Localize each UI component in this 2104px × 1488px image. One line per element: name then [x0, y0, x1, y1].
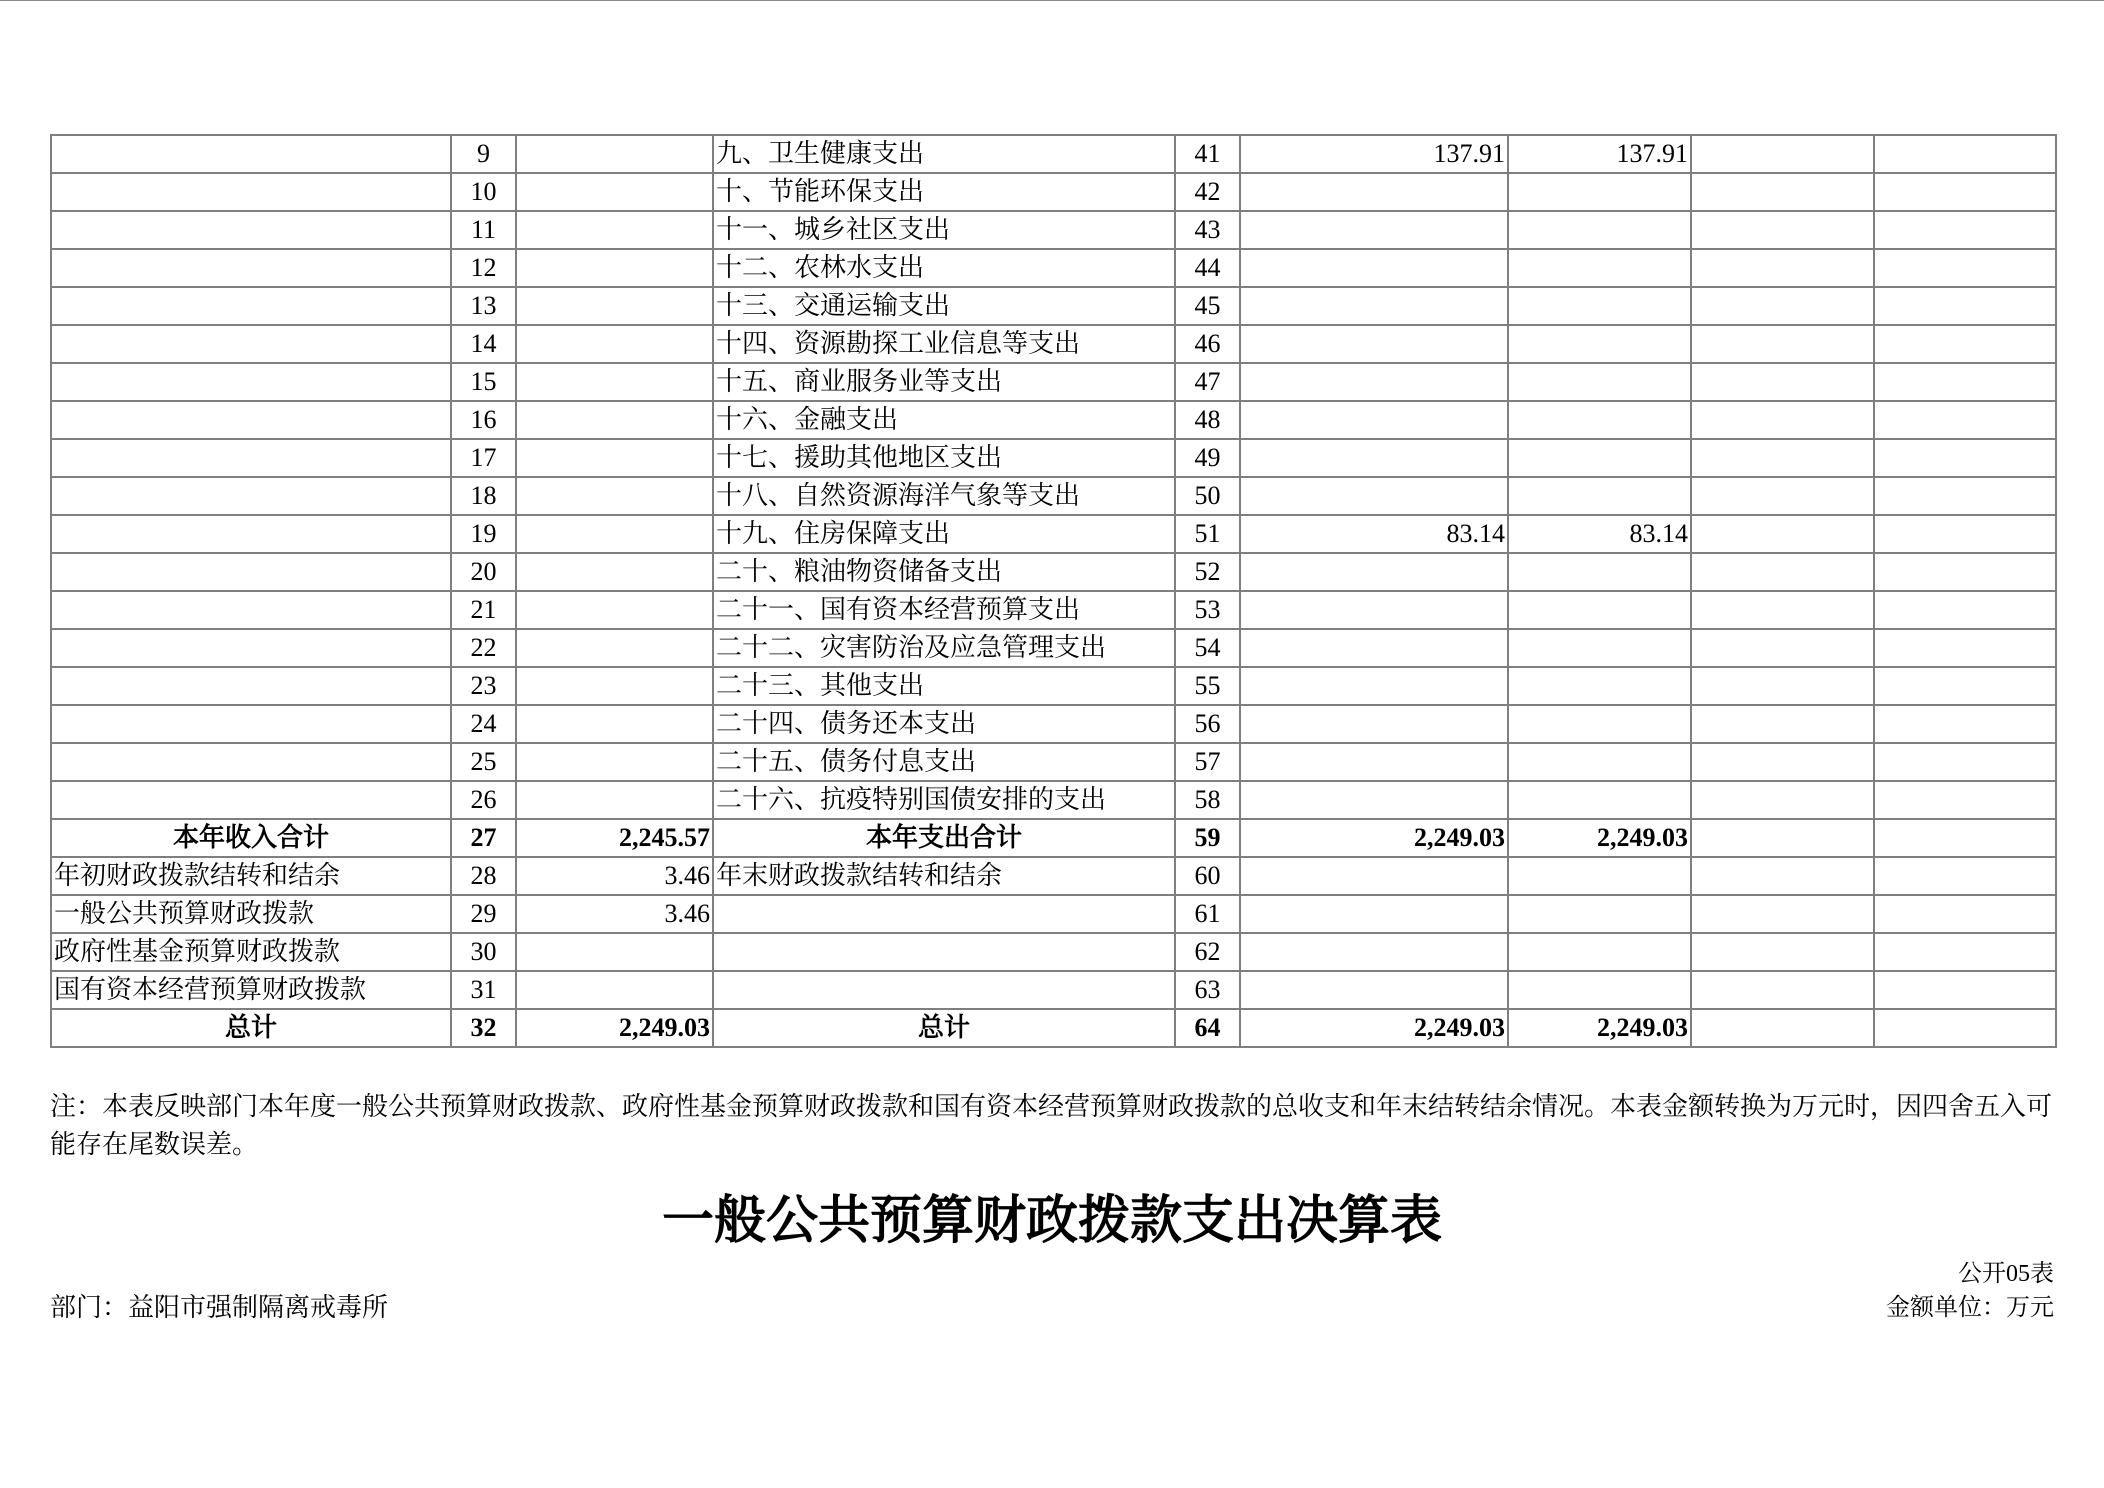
expense-col-9-cell	[1874, 781, 2056, 819]
expense-item-cell: 年末财政拨款结转和结余	[713, 857, 1175, 895]
income-item-cell	[51, 135, 451, 173]
expense-col-9-cell	[1874, 363, 2056, 401]
expense-col-8-cell	[1691, 173, 1874, 211]
income-item-cell	[51, 249, 451, 287]
expense-total-cell	[1240, 173, 1508, 211]
expense-subtotal-cell: 2,249.03	[1508, 819, 1691, 857]
income-item-cell: 国有资本经营预算财政拨款	[51, 971, 451, 1009]
table-row	[51, 363, 2056, 401]
expense-col-8-cell	[1691, 591, 1874, 629]
table-row	[51, 401, 2056, 439]
expense-col-9-cell	[1874, 819, 2056, 857]
expense-total-cell	[1240, 401, 1508, 439]
expense-col-8-cell	[1691, 781, 1874, 819]
expense-line-number-cell: 60	[1175, 857, 1240, 895]
expense-total-cell: 2,249.03	[1240, 1009, 1508, 1047]
expense-subtotal-cell	[1508, 667, 1691, 705]
expense-col-9-cell	[1874, 933, 2056, 971]
expense-col-9-cell	[1874, 515, 2056, 553]
expense-col-8-cell	[1691, 857, 1874, 895]
expense-line-number-cell: 41	[1175, 135, 1240, 173]
expense-total-cell	[1240, 629, 1508, 667]
expense-col-9-cell	[1874, 895, 2056, 933]
expense-item-cell: 二十一、国有资本经营预算支出	[713, 591, 1175, 629]
expense-col-9-cell	[1874, 249, 2056, 287]
expense-col-8-cell	[1691, 705, 1874, 743]
expense-line-number-cell: 63	[1175, 971, 1240, 1009]
expense-total-cell	[1240, 553, 1508, 591]
expense-col-9-cell	[1874, 591, 2056, 629]
expense-line-number-cell: 52	[1175, 553, 1240, 591]
expense-item-cell: 十一、城乡社区支出	[713, 211, 1175, 249]
expense-total-cell: 2,249.03	[1240, 819, 1508, 857]
income-item-cell: 总计	[51, 1009, 451, 1047]
expense-item-cell: 二十二、灾害防治及应急管理支出	[713, 629, 1175, 667]
expense-total-cell	[1240, 857, 1508, 895]
income-line-number-cell: 30	[451, 933, 516, 971]
expense-item-cell: 十七、援助其他地区支出	[713, 439, 1175, 477]
income-item-cell	[51, 591, 451, 629]
expense-total-cell	[1240, 895, 1508, 933]
expense-col-8-cell	[1691, 933, 1874, 971]
expense-line-number-cell: 61	[1175, 895, 1240, 933]
table-row	[51, 477, 2056, 515]
expense-item-cell: 二十、粮油物资储备支出	[713, 553, 1175, 591]
expense-subtotal-cell	[1508, 173, 1691, 211]
income-item-cell	[51, 515, 451, 553]
expense-subtotal-cell: 2,249.03	[1508, 1009, 1691, 1047]
income-item-cell	[51, 667, 451, 705]
expense-col-8-cell	[1691, 667, 1874, 705]
expense-col-9-cell	[1874, 857, 2056, 895]
expense-line-number-cell: 47	[1175, 363, 1240, 401]
expense-item-cell: 二十五、债务付息支出	[713, 743, 1175, 781]
income-amount-cell	[516, 591, 713, 629]
income-amount-cell	[516, 135, 713, 173]
budget-summary-table	[50, 134, 2057, 1048]
expense-total-cell	[1240, 477, 1508, 515]
income-amount-cell	[516, 363, 713, 401]
expense-subtotal-cell	[1508, 325, 1691, 363]
expense-total-cell	[1240, 287, 1508, 325]
expense-col-9-cell	[1874, 1009, 2056, 1047]
income-line-number-cell: 10	[451, 173, 516, 211]
expense-total-cell	[1240, 705, 1508, 743]
income-amount-cell: 2,245.57	[516, 819, 713, 857]
expense-col-8-cell	[1691, 363, 1874, 401]
expense-col-8-cell	[1691, 401, 1874, 439]
income-amount-cell	[516, 401, 713, 439]
expense-line-number-cell: 54	[1175, 629, 1240, 667]
income-line-number-cell: 29	[451, 895, 516, 933]
expense-col-9-cell	[1874, 211, 2056, 249]
table-row	[51, 515, 2056, 553]
income-item-cell: 本年收入合计	[51, 819, 451, 857]
expense-subtotal-cell	[1508, 743, 1691, 781]
expense-subtotal-cell	[1508, 211, 1691, 249]
income-line-number-cell: 23	[451, 667, 516, 705]
expense-col-9-cell	[1874, 173, 2056, 211]
expense-line-number-cell: 42	[1175, 173, 1240, 211]
expense-item-cell: 十四、资源勘探工业信息等支出	[713, 325, 1175, 363]
expense-col-8-cell	[1691, 439, 1874, 477]
expense-item-cell: 二十三、其他支出	[713, 667, 1175, 705]
table-row	[51, 135, 2056, 173]
expense-subtotal-cell	[1508, 553, 1691, 591]
table-row	[51, 629, 2056, 667]
income-line-number-cell: 11	[451, 211, 516, 249]
expense-subtotal-cell	[1508, 249, 1691, 287]
expense-subtotal-cell	[1508, 895, 1691, 933]
income-item-cell	[51, 211, 451, 249]
table-row	[51, 857, 2056, 895]
table-row	[51, 287, 2056, 325]
expense-subtotal-cell	[1508, 363, 1691, 401]
expense-total-cell: 83.14	[1240, 515, 1508, 553]
table-row	[51, 591, 2056, 629]
income-line-number-cell: 26	[451, 781, 516, 819]
expense-total-cell	[1240, 667, 1508, 705]
income-line-number-cell: 14	[451, 325, 516, 363]
expense-subtotal-cell: 83.14	[1508, 515, 1691, 553]
income-line-number-cell: 31	[451, 971, 516, 1009]
expense-col-9-cell	[1874, 439, 2056, 477]
expense-total-cell	[1240, 325, 1508, 363]
expense-col-8-cell	[1691, 819, 1874, 857]
table-note: 注：本表反映部门本年度一般公共预算财政拨款、政府性基金预算财政拨款和国有资本经营预算财政拨款的总收支和年末结转结余情况。本表金额转换为万元时，因四舍五入可能存在尾数误差。	[50, 1092, 2053, 1159]
expense-subtotal-cell	[1508, 477, 1691, 515]
income-line-number-cell: 27	[451, 819, 516, 857]
expense-subtotal-cell	[1508, 401, 1691, 439]
expense-col-9-cell	[1874, 705, 2056, 743]
expense-col-8-cell	[1691, 1009, 1874, 1047]
expense-subtotal-cell	[1508, 933, 1691, 971]
expense-line-number-cell: 55	[1175, 667, 1240, 705]
expense-subtotal-cell	[1508, 705, 1691, 743]
expense-item-cell: 总计	[713, 1009, 1175, 1047]
expense-item-cell: 十五、商业服务业等支出	[713, 363, 1175, 401]
income-amount-cell	[516, 515, 713, 553]
income-item-cell	[51, 781, 451, 819]
expense-subtotal-cell	[1508, 629, 1691, 667]
expense-col-8-cell	[1691, 895, 1874, 933]
department-label: 部门：益阳市强制隔离戒毒所	[50, 1293, 389, 1322]
income-amount-cell	[516, 211, 713, 249]
expense-line-number-cell: 51	[1175, 515, 1240, 553]
income-line-number-cell: 19	[451, 515, 516, 553]
expense-item-cell	[713, 933, 1175, 971]
table-row	[51, 173, 2056, 211]
income-item-cell	[51, 705, 451, 743]
expense-col-8-cell	[1691, 971, 1874, 1009]
table-row	[51, 743, 2056, 781]
income-line-number-cell: 12	[451, 249, 516, 287]
income-line-number-cell: 20	[451, 553, 516, 591]
expense-col-9-cell	[1874, 553, 2056, 591]
page-top-border	[0, 0, 2104, 1]
income-item-cell	[51, 401, 451, 439]
table-row	[51, 439, 2056, 477]
expense-line-number-cell: 59	[1175, 819, 1240, 857]
expense-subtotal-cell	[1508, 591, 1691, 629]
report-code: 公开05表	[1958, 1261, 2054, 1287]
income-amount-cell	[516, 667, 713, 705]
income-line-number-cell: 13	[451, 287, 516, 325]
expense-col-8-cell	[1691, 249, 1874, 287]
income-amount-cell	[516, 971, 713, 1009]
table-row	[51, 325, 2056, 363]
income-line-number-cell: 9	[451, 135, 516, 173]
expense-item-cell: 九、卫生健康支出	[713, 135, 1175, 173]
expense-total-cell	[1240, 211, 1508, 249]
income-line-number-cell: 21	[451, 591, 516, 629]
income-item-cell	[51, 287, 451, 325]
expense-line-number-cell: 49	[1175, 439, 1240, 477]
income-item-cell: 政府性基金预算财政拨款	[51, 933, 451, 971]
expense-line-number-cell: 53	[1175, 591, 1240, 629]
table-row	[51, 553, 2056, 591]
expense-col-8-cell	[1691, 135, 1874, 173]
expense-item-cell: 十九、住房保障支出	[713, 515, 1175, 553]
income-amount-cell	[516, 173, 713, 211]
expense-total-cell	[1240, 933, 1508, 971]
expense-col-8-cell	[1691, 629, 1874, 667]
income-line-number-cell: 28	[451, 857, 516, 895]
expense-item-cell: 十二、农林水支出	[713, 249, 1175, 287]
expense-col-9-cell	[1874, 401, 2056, 439]
expense-line-number-cell: 62	[1175, 933, 1240, 971]
expense-subtotal-cell	[1508, 971, 1691, 1009]
expense-item-cell: 二十四、债务还本支出	[713, 705, 1175, 743]
expense-line-number-cell: 46	[1175, 325, 1240, 363]
expense-total-cell	[1240, 591, 1508, 629]
table-row	[51, 705, 2056, 743]
expense-item-cell: 二十六、抗疫特别国债安排的支出	[713, 781, 1175, 819]
income-amount-cell: 2,249.03	[516, 1009, 713, 1047]
income-amount-cell	[516, 477, 713, 515]
expense-subtotal-cell	[1508, 857, 1691, 895]
expense-col-8-cell	[1691, 477, 1874, 515]
income-line-number-cell: 15	[451, 363, 516, 401]
expense-total-cell	[1240, 743, 1508, 781]
income-item-cell	[51, 743, 451, 781]
income-line-number-cell: 16	[451, 401, 516, 439]
income-line-number-cell: 17	[451, 439, 516, 477]
table-row	[51, 933, 2056, 971]
income-amount-cell	[516, 629, 713, 667]
expense-line-number-cell: 57	[1175, 743, 1240, 781]
expense-col-9-cell	[1874, 667, 2056, 705]
income-item-cell	[51, 629, 451, 667]
expense-line-number-cell: 43	[1175, 211, 1240, 249]
table-row	[51, 971, 2056, 1009]
income-amount-cell	[516, 781, 713, 819]
expense-subtotal-cell	[1508, 287, 1691, 325]
income-item-cell	[51, 553, 451, 591]
income-line-number-cell: 25	[451, 743, 516, 781]
expense-line-number-cell: 48	[1175, 401, 1240, 439]
table-row	[51, 895, 2056, 933]
table-body	[51, 135, 2056, 1047]
expense-item-cell: 十八、自然资源海洋气象等支出	[713, 477, 1175, 515]
expense-col-8-cell	[1691, 287, 1874, 325]
income-line-number-cell: 32	[451, 1009, 516, 1047]
table-row	[51, 667, 2056, 705]
expense-col-9-cell	[1874, 325, 2056, 363]
expense-col-9-cell	[1874, 743, 2056, 781]
income-amount-cell	[516, 439, 713, 477]
expense-col-9-cell	[1874, 971, 2056, 1009]
expense-col-9-cell	[1874, 135, 2056, 173]
income-item-cell	[51, 477, 451, 515]
expense-col-8-cell	[1691, 515, 1874, 553]
expense-line-number-cell: 64	[1175, 1009, 1240, 1047]
expense-item-cell: 十、节能环保支出	[713, 173, 1175, 211]
expense-total-cell	[1240, 439, 1508, 477]
table-row	[51, 211, 2056, 249]
income-item-cell	[51, 439, 451, 477]
income-line-number-cell: 18	[451, 477, 516, 515]
expense-subtotal-cell	[1508, 781, 1691, 819]
income-item-cell	[51, 325, 451, 363]
next-table-title: 一般公共预算财政拨款支出决算表	[661, 1193, 1442, 1250]
expense-total-cell	[1240, 781, 1508, 819]
expense-line-number-cell: 45	[1175, 287, 1240, 325]
expense-col-8-cell	[1691, 743, 1874, 781]
table-row	[51, 249, 2056, 287]
income-amount-cell	[516, 705, 713, 743]
expense-item-cell: 十三、交通运输支出	[713, 287, 1175, 325]
table-row	[51, 1009, 2056, 1047]
table-row	[51, 781, 2056, 819]
expense-col-9-cell	[1874, 477, 2056, 515]
expense-col-9-cell	[1874, 287, 2056, 325]
table-row	[51, 819, 2056, 857]
expense-col-9-cell	[1874, 629, 2056, 667]
income-amount-cell: 3.46	[516, 857, 713, 895]
income-item-cell	[51, 173, 451, 211]
expense-subtotal-cell	[1508, 439, 1691, 477]
income-amount-cell	[516, 553, 713, 591]
expense-total-cell	[1240, 249, 1508, 287]
income-amount-cell	[516, 249, 713, 287]
income-amount-cell	[516, 743, 713, 781]
expense-col-8-cell	[1691, 211, 1874, 249]
income-amount-cell: 3.46	[516, 895, 713, 933]
income-item-cell	[51, 363, 451, 401]
expense-subtotal-cell: 137.91	[1508, 135, 1691, 173]
expense-total-cell	[1240, 363, 1508, 401]
income-item-cell: 一般公共预算财政拨款	[51, 895, 451, 933]
expense-item-cell	[713, 971, 1175, 1009]
income-amount-cell	[516, 325, 713, 363]
income-line-number-cell: 24	[451, 705, 516, 743]
expense-col-8-cell	[1691, 553, 1874, 591]
expense-item-cell	[713, 895, 1175, 933]
income-amount-cell	[516, 933, 713, 971]
expense-item-cell: 本年支出合计	[713, 819, 1175, 857]
expense-item-cell: 十六、金融支出	[713, 401, 1175, 439]
expense-line-number-cell: 56	[1175, 705, 1240, 743]
income-amount-cell	[516, 287, 713, 325]
expense-total-cell	[1240, 971, 1508, 1009]
expense-col-8-cell	[1691, 325, 1874, 363]
expense-line-number-cell: 44	[1175, 249, 1240, 287]
income-line-number-cell: 22	[451, 629, 516, 667]
amount-unit-label: 金额单位：万元	[1886, 1295, 2054, 1321]
expense-total-cell: 137.91	[1240, 135, 1508, 173]
income-item-cell: 年初财政拨款结转和结余	[51, 857, 451, 895]
expense-line-number-cell: 58	[1175, 781, 1240, 819]
expense-line-number-cell: 50	[1175, 477, 1240, 515]
